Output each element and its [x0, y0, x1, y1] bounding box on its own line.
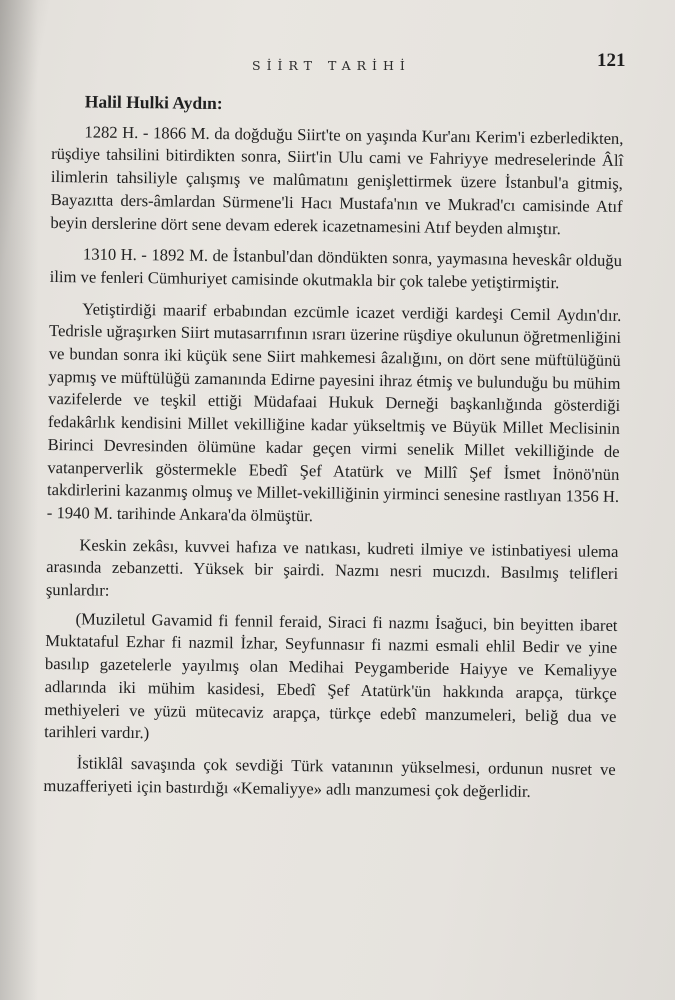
- paragraph-works-intro: Keskin zekâsı, kuvvei hafıza ve natıkası, kudreti ilmiye ve istinbatiyesi ulema arasında zebanzetti. Yüksek bir şairdi. Nazmı nesri mucızdı. Basılmış telifleri şunlardır:: [45, 535, 619, 600]
- paragraph-return-istanbul: 1310 H. - 1892 M. de İstanbul'dan döndükten sonra, yaymasına heveskâr olduğu ilim ve fenleri Cümhuriyet camisinde okutmakla bir çok talebe yetiştirmiştir.: [49, 244, 623, 293]
- spine-shadow: [0, 0, 38, 1000]
- paragraph-career: Yetiştirdiği maarif erbabından ezcümle icazet verdiği kardeşi Cemil Aydın'dır. Tedrisle uğraşırken Siirt mutasarrıfının ısrarı üzerine rüşdiye okulunun öğretmenliğini ve bundan sonra iki küçük sene Siirt mahkemesi âzalığını, on dört sene müftülüğünü yapmış ve müftülüğü zamanında Edirne payesini ihraz étmiş ve bulunduğu bu mühim vazifelerde ve teşkil ettiği Müdafaai Hukuk Derneği başkanlığında gösterdiği fedakârlık kendisini Millet vekilliğine kadar yükseltmiş ve Büyük Millet Meclisinin Birinci Devresinden ölümüne kadar geçen virmi senelik Millet vekilliğinde de vatanperverlik göstermekle Ebedî Şef Atatürk ve Millî Şef İsmet İnönö'nün takdirlerini kazanmış olmuş ve Millet-vekilliğinin yirminci senesine rastlıyan 1356 H. - 1940 M. tarihinde Ankara'da ölmüştür.: [46, 299, 622, 526]
- author-heading: Halil Hulki Aydın:: [84, 91, 223, 114]
- paragraph-closing: İstiklâl savaşında çok sevdiği Türk vatanının yükselmesi, ordunun nusret ve muzafferiyeti için bastırdığı «Kemaliyye» adlı manzumesi çok değerlidir.: [43, 753, 616, 801]
- page-number: 121: [597, 50, 626, 71]
- paragraph-birth-education: 1282 H. - 1866 M. da doğduğu Siirt'te on yaşında Kur'anı Kerim'i ezberledikten, rüşdiye tahsilini bitirdikten sonra, Siirt'in Ulu cami ve Fahriyye medreselerinde Âlî ilimlerin tahsiliyle çalışmış ve malûmatını genişlettirmek üzere İstanbul'a gitmiş, Bayazıtta ders-âmlardan Sürmene'li Hacı Mustafa'nın ve Mukrad'cı camisinde Atıf beyin derslerine dört sene devam ederek icazetnamesini Atıf beyden almıştır.: [50, 122, 624, 238]
- page-text-block: [43, 90, 624, 813]
- running-title: SİİRT TARİHİ: [252, 58, 411, 73]
- works-list: (Muziletul Gavamid fi fennil feraid, Siraci fi nazmı İsağuci, bin beyitten ibaret Muktataful Ezhar fi nazmil İzhar, Seyfunnasır fi nazmi esmali ehlil Bedir ve yine basılıp gazetelerle yayılmış olan Medihai Peygamberide Haiyye ve Kemaliyye adlarında iki mühim kasidesi, Ebedî Şef Atatürk'ün hakkında arapça, türkçe methiyeleri ve yüzü mütecaviz arapça, türkçe edebî manzumeleri, beliğ dua ve tarihleri vardır.): [44, 609, 618, 743]
